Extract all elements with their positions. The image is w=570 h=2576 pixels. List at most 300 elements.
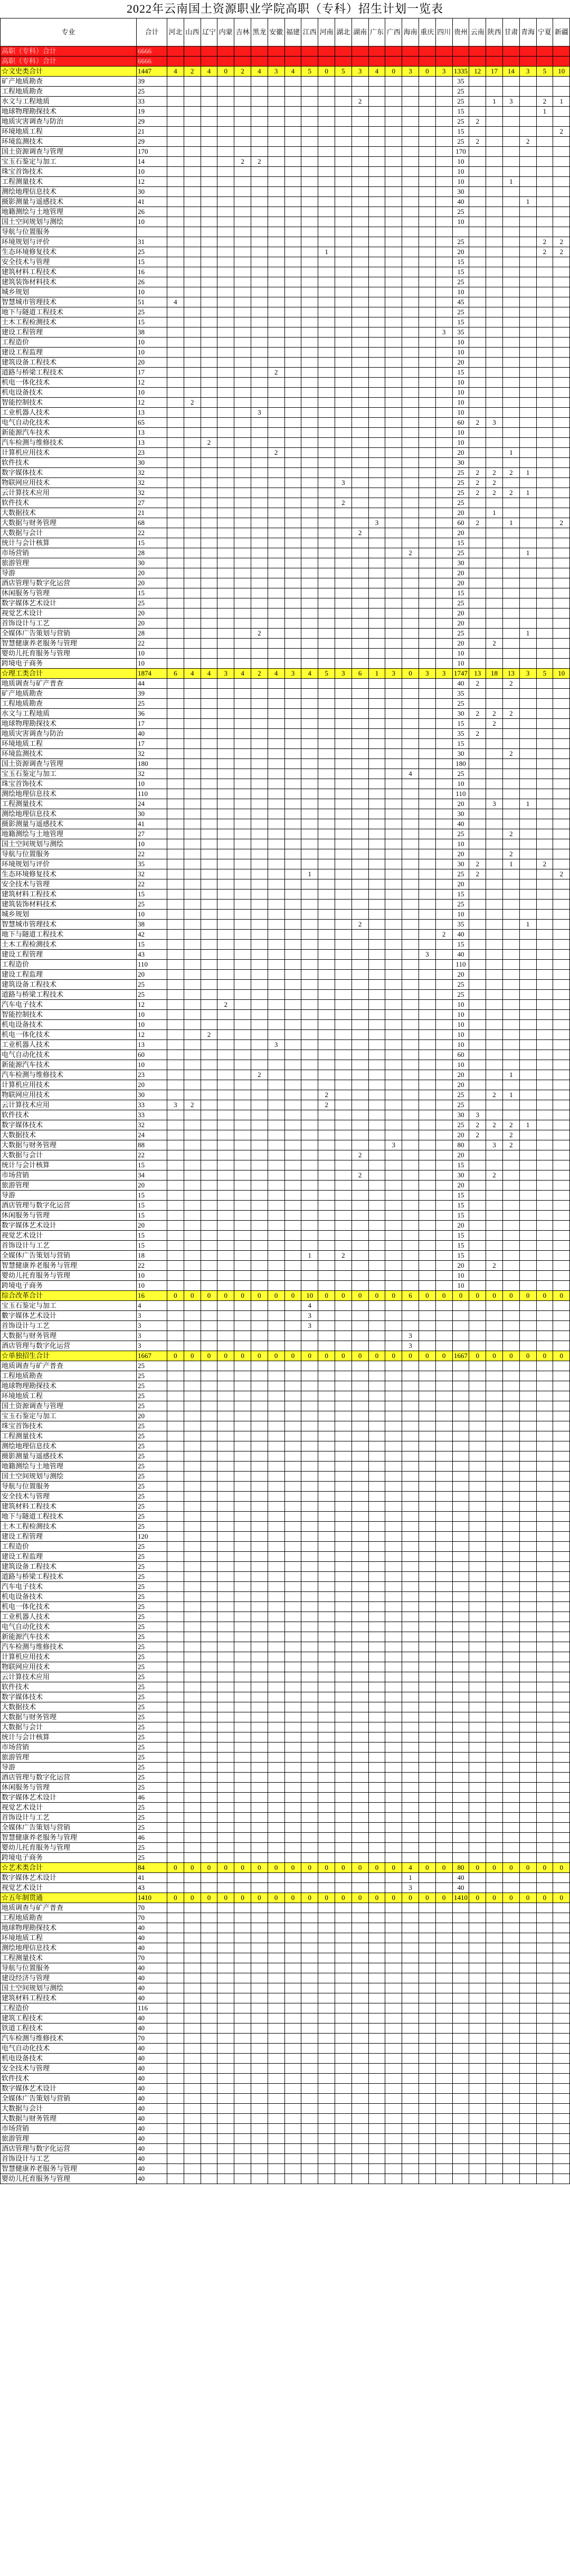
- province-quota-cell: [435, 227, 452, 237]
- province-quota-cell: [486, 1181, 503, 1191]
- province-quota-cell: [519, 177, 536, 187]
- province-quota-cell: [368, 247, 385, 257]
- province-quota-cell: [469, 1773, 486, 1783]
- province-quota-cell: [402, 538, 419, 548]
- province-quota-cell: [402, 378, 419, 388]
- province-quota-cell: [184, 639, 201, 649]
- province-quota-cell: 15: [452, 538, 469, 548]
- province-quota-cell: [234, 809, 251, 819]
- province-quota-cell: [268, 578, 284, 588]
- province-quota-cell: [469, 1361, 486, 1371]
- province-quota-cell: [469, 157, 486, 167]
- province-quota-cell: [368, 1391, 385, 1401]
- province-quota-cell: [335, 358, 352, 368]
- province-quota-cell: [385, 1020, 402, 1030]
- province-quota-cell: [201, 1090, 217, 1100]
- province-quota-cell: 0: [201, 1351, 217, 1361]
- province-quota-cell: [519, 227, 536, 237]
- province-quota-cell: [435, 1130, 452, 1140]
- province-quota-cell: [536, 1632, 553, 1642]
- province-quota-cell: [469, 338, 486, 348]
- province-quota-cell: [335, 1271, 352, 1281]
- province-quota-cell: [352, 1662, 368, 1672]
- table-row: [1, 1753, 570, 1763]
- province-quota-cell: [385, 398, 402, 408]
- table-row: [1, 1150, 570, 1160]
- province-quota-cell: [502, 478, 519, 488]
- total-cell: 20: [137, 619, 167, 629]
- province-quota-cell: [519, 759, 536, 769]
- province-quota-cell: [519, 1191, 536, 1201]
- total-cell: 17: [137, 739, 167, 749]
- province-quota-cell: [335, 1672, 352, 1682]
- province-quota-cell: [385, 1040, 402, 1050]
- province-quota-cell: [469, 1793, 486, 1803]
- province-quota-cell: [268, 488, 284, 498]
- province-quota-cell: [553, 378, 570, 388]
- major-name-cell: 视觉艺术设计: [1, 1803, 137, 1813]
- province-quota-cell: [536, 548, 553, 558]
- province-quota-cell: [435, 1482, 452, 1492]
- province-quota-cell: [519, 1642, 536, 1652]
- province-quota-cell: [553, 277, 570, 287]
- province-quota-cell: [553, 779, 570, 789]
- province-quota-cell: [284, 508, 301, 518]
- province-quota-cell: [402, 1512, 419, 1522]
- province-quota-cell: [419, 819, 435, 829]
- province-quota-cell: [251, 1682, 268, 1692]
- province-quota-cell: [318, 1211, 335, 1221]
- province-quota-cell: 5: [335, 67, 352, 77]
- province-quota-cell: [502, 307, 519, 317]
- province-quota-cell: [419, 297, 435, 307]
- province-quota-cell: [519, 1321, 536, 1331]
- province-quota-cell: [469, 578, 486, 588]
- province-quota-cell: [368, 327, 385, 338]
- province-quota-cell: [184, 1773, 201, 1783]
- province-quota-cell: [268, 1883, 284, 1893]
- province-quota-cell: [519, 1441, 536, 1451]
- major-name-cell: 导游: [1, 568, 137, 578]
- province-quota-cell: [251, 1482, 268, 1492]
- province-quota-cell: [352, 388, 368, 398]
- province-quota-cell: [201, 849, 217, 859]
- province-quota-cell: 15: [452, 1201, 469, 1211]
- province-quota-cell: 2: [469, 1120, 486, 1130]
- province-quota-cell: [402, 879, 419, 889]
- province-quota-cell: [502, 639, 519, 649]
- province-quota-cell: [284, 348, 301, 358]
- province-quota-cell: [201, 578, 217, 588]
- province-quota-cell: [553, 1682, 570, 1692]
- province-quota-cell: [284, 1702, 301, 1712]
- province-quota-cell: [368, 930, 385, 940]
- province-quota-cell: [352, 829, 368, 839]
- province-quota-cell: [419, 1421, 435, 1431]
- province-quota-cell: [469, 398, 486, 408]
- province-quota-cell: [201, 1261, 217, 1271]
- total-cell: 25: [137, 1722, 167, 1732]
- province-quota-cell: 4: [402, 1863, 419, 1873]
- province-quota-cell: [486, 990, 503, 1000]
- province-quota-cell: 1: [301, 1251, 318, 1261]
- province-quota-cell: [402, 729, 419, 739]
- province-quota-cell: [402, 197, 419, 207]
- province-quota-cell: [553, 197, 570, 207]
- province-quota-cell: 0: [435, 1351, 452, 1361]
- province-quota-cell: [335, 1371, 352, 1381]
- province-quota-cell: [419, 940, 435, 950]
- province-quota-cell: [519, 699, 536, 709]
- province-quota-cell: [553, 1552, 570, 1562]
- province-quota-cell: [469, 900, 486, 910]
- province-quota-cell: [519, 1532, 536, 1542]
- province-quota-cell: [385, 197, 402, 207]
- province-quota-cell: [536, 729, 553, 739]
- province-quota-cell: [284, 1221, 301, 1231]
- province-quota-cell: [435, 518, 452, 528]
- province-quota-cell: [352, 1652, 368, 1662]
- province-quota-cell: [201, 117, 217, 127]
- province-quota-cell: [167, 1823, 184, 1833]
- major-name-cell: 高职（专科）合计: [1, 57, 137, 67]
- province-quota-cell: [167, 1251, 184, 1261]
- province-quota-cell: [419, 889, 435, 900]
- province-quota-cell: [419, 1321, 435, 1331]
- province-quota-cell: [184, 1080, 201, 1090]
- province-quota-cell: [201, 448, 217, 458]
- province-quota-cell: [318, 167, 335, 177]
- province-quota-cell: [268, 1211, 284, 1221]
- province-quota-cell: [234, 1642, 251, 1652]
- province-quota-cell: 0: [352, 1351, 368, 1361]
- province-quota-cell: [217, 1140, 234, 1150]
- province-quota-cell: [352, 1361, 368, 1371]
- province-quota-cell: [536, 1201, 553, 1211]
- total-cell: 29: [137, 117, 167, 127]
- major-name-cell: 智能控制技术: [1, 398, 137, 408]
- province-quota-cell: [536, 749, 553, 759]
- table-row: [1, 1612, 570, 1622]
- province-quota-cell: [553, 1743, 570, 1753]
- province-quota-cell: [352, 608, 368, 619]
- province-quota-cell: [368, 1823, 385, 1833]
- province-quota-cell: [268, 408, 284, 418]
- province-quota-cell: [335, 147, 352, 157]
- province-quota-cell: [553, 1712, 570, 1722]
- province-quota-cell: [352, 1221, 368, 1231]
- province-quota-cell: [201, 689, 217, 699]
- province-quota-cell: [268, 538, 284, 548]
- province-quota-cell: 2: [502, 679, 519, 689]
- province-quota-cell: [318, 789, 335, 799]
- province-quota-cell: [184, 1562, 201, 1572]
- province-quota-cell: 3: [419, 950, 435, 960]
- table-row: [1, 1090, 570, 1100]
- province-quota-cell: 3: [402, 67, 419, 77]
- province-quota-cell: [469, 588, 486, 598]
- summary-row: [1, 46, 570, 57]
- province-quota-cell: [167, 1050, 184, 1060]
- province-quota-cell: [502, 498, 519, 508]
- province-quota-cell: [301, 709, 318, 719]
- total-cell: 25: [137, 1622, 167, 1632]
- province-quota-cell: [553, 749, 570, 759]
- province-quota-cell: [469, 779, 486, 789]
- province-quota-cell: [469, 1241, 486, 1251]
- province-quota-cell: [419, 960, 435, 970]
- province-quota-cell: [201, 1502, 217, 1512]
- province-quota-cell: [419, 588, 435, 598]
- province-quota-cell: [301, 327, 318, 338]
- province-quota-cell: [284, 1492, 301, 1502]
- province-quota-cell: [217, 1030, 234, 1040]
- table-row: [1, 1542, 570, 1552]
- province-quota-cell: [335, 1301, 352, 1311]
- province-quota-cell: [301, 1381, 318, 1391]
- province-quota-cell: [536, 207, 553, 217]
- province-quota-cell: [469, 358, 486, 368]
- province-quota-cell: [234, 829, 251, 839]
- province-quota-cell: [419, 689, 435, 699]
- major-name-cell: 旅游管理: [1, 1181, 137, 1191]
- total-cell: 25: [137, 1451, 167, 1462]
- province-quota-cell: [419, 438, 435, 448]
- province-quota-cell: [402, 478, 419, 488]
- province-quota-cell: [318, 920, 335, 930]
- province-quota-cell: [368, 97, 385, 107]
- province-quota-cell: [201, 257, 217, 267]
- province-quota-cell: [284, 1331, 301, 1341]
- province-quota-cell: [318, 1823, 335, 1833]
- table-row: [1, 438, 570, 448]
- province-quota-cell: [502, 1281, 519, 1291]
- province-quota-cell: [268, 719, 284, 729]
- province-quota-cell: [234, 398, 251, 408]
- province-quota-cell: 6: [402, 1291, 419, 1301]
- province-quota-cell: [452, 1783, 469, 1793]
- province-quota-cell: [284, 980, 301, 990]
- total-cell: 25: [137, 1632, 167, 1642]
- province-quota-cell: [301, 588, 318, 598]
- province-quota-cell: [435, 1341, 452, 1351]
- province-quota-cell: [184, 1833, 201, 1843]
- province-quota-cell: [385, 1652, 402, 1662]
- province-quota-cell: [284, 207, 301, 217]
- province-quota-cell: [251, 307, 268, 317]
- province-quota-cell: [536, 1181, 553, 1191]
- province-quota-cell: [486, 1793, 503, 1803]
- province-quota-cell: [318, 1512, 335, 1522]
- province-quota-cell: [502, 1853, 519, 1863]
- province-quota-cell: [368, 1743, 385, 1753]
- major-name-cell: 土木工程检测技术: [1, 1522, 137, 1532]
- table-row: [1, 1793, 570, 1803]
- table-row: [1, 719, 570, 729]
- province-quota-cell: [486, 1502, 503, 1512]
- major-name-cell: 摄影测量与遥感技术: [1, 819, 137, 829]
- province-quota-cell: [201, 629, 217, 639]
- province-quota-cell: [536, 1421, 553, 1431]
- province-quota-cell: [201, 1512, 217, 1522]
- province-quota-cell: [519, 408, 536, 418]
- table-row: [1, 679, 570, 689]
- province-quota-cell: [167, 157, 184, 167]
- province-quota-cell: 3: [335, 478, 352, 488]
- province-quota-cell: [184, 1241, 201, 1251]
- table-row: [1, 217, 570, 227]
- province-quota-cell: [385, 1060, 402, 1070]
- province-quota-cell: [167, 649, 184, 659]
- province-quota-cell: [402, 1803, 419, 1813]
- province-quota-cell: [352, 950, 368, 960]
- province-quota-cell: [284, 107, 301, 117]
- province-quota-cell: [536, 227, 553, 237]
- province-quota-cell: 4: [251, 67, 268, 77]
- province-quota-cell: [419, 1542, 435, 1552]
- province-quota-cell: [469, 327, 486, 338]
- province-quota-cell: [251, 448, 268, 458]
- province-quota-cell: 2: [502, 749, 519, 759]
- province-quota-cell: [368, 1080, 385, 1090]
- province-quota-cell: [184, 1472, 201, 1482]
- province-quota-cell: [385, 287, 402, 297]
- province-quota-cell: [368, 1451, 385, 1462]
- province-quota-cell: [167, 287, 184, 297]
- table-row: [1, 1010, 570, 1020]
- total-cell: 15: [137, 1241, 167, 1251]
- province-quota-cell: [335, 107, 352, 117]
- province-quota-cell: [234, 1110, 251, 1120]
- province-quota-cell: [419, 488, 435, 498]
- province-quota-cell: [536, 1040, 553, 1050]
- province-quota-cell: [519, 1150, 536, 1160]
- province-quota-cell: [536, 1301, 553, 1311]
- province-quota-cell: [167, 1753, 184, 1763]
- province-quota-cell: 20: [452, 799, 469, 809]
- province-quota-cell: [486, 1482, 503, 1492]
- province-quota-cell: [385, 1592, 402, 1602]
- province-quota-cell: [184, 197, 201, 207]
- province-quota-cell: [502, 719, 519, 729]
- province-quota-cell: [385, 809, 402, 819]
- province-quota-cell: [519, 819, 536, 829]
- major-name-cell: 计算机应用技术: [1, 1652, 137, 1662]
- province-quota-cell: [184, 327, 201, 338]
- total-cell: 30: [137, 458, 167, 468]
- province-quota-cell: [452, 1682, 469, 1692]
- province-quota-cell: [352, 1301, 368, 1311]
- province-quota-cell: [519, 1100, 536, 1110]
- province-quota-cell: [553, 819, 570, 829]
- total-cell: 25: [137, 1361, 167, 1371]
- province-quota-cell: [217, 920, 234, 930]
- province-quota-cell: [318, 1010, 335, 1020]
- province-quota-cell: [201, 97, 217, 107]
- province-quota-cell: [469, 1853, 486, 1863]
- province-quota-cell: [184, 1231, 201, 1241]
- province-quota-cell: [251, 1030, 268, 1040]
- province-quota-cell: [435, 1221, 452, 1231]
- province-quota-cell: [335, 608, 352, 619]
- province-quota-cell: [284, 1271, 301, 1281]
- province-quota-cell: [335, 378, 352, 388]
- province-quota-cell: [234, 1361, 251, 1371]
- table-row: [1, 1441, 570, 1451]
- table-row: [1, 809, 570, 819]
- province-quota-cell: [251, 1542, 268, 1552]
- province-quota-cell: 25: [452, 478, 469, 488]
- major-name-cell: 水文与工程地质: [1, 97, 137, 107]
- province-quota-cell: [368, 1341, 385, 1351]
- province-quota-cell: [167, 1150, 184, 1160]
- total-cell: 41: [137, 197, 167, 207]
- province-quota-cell: [201, 970, 217, 980]
- province-quota-cell: [469, 1702, 486, 1712]
- province-quota-cell: [301, 1562, 318, 1572]
- province-quota-cell: [385, 930, 402, 940]
- province-quota-cell: [268, 729, 284, 739]
- province-quota-cell: [385, 1271, 402, 1281]
- province-quota-cell: [251, 1130, 268, 1140]
- province-quota-cell: [352, 1321, 368, 1331]
- province-quota-cell: [352, 1612, 368, 1622]
- province-quota-cell: [435, 1773, 452, 1783]
- province-quota-cell: [486, 1753, 503, 1763]
- province-quota-cell: [419, 1311, 435, 1321]
- province-quota-cell: [201, 1150, 217, 1160]
- province-quota-cell: [385, 87, 402, 97]
- province-quota-cell: [217, 227, 234, 237]
- province-quota-cell: [486, 1602, 503, 1612]
- province-quota-cell: [318, 1411, 335, 1421]
- major-name-cell: 数字媒体技术: [1, 1692, 137, 1702]
- province-quota-cell: [284, 1572, 301, 1582]
- province-quota-cell: [402, 518, 419, 528]
- province-quota-cell: [402, 368, 419, 378]
- province-quota-cell: [234, 1512, 251, 1522]
- province-quota-cell: [486, 950, 503, 960]
- province-quota-cell: [402, 147, 419, 157]
- province-quota-cell: [502, 1512, 519, 1522]
- province-quota-cell: [318, 1050, 335, 1060]
- province-quota-cell: [553, 478, 570, 488]
- major-name-cell: 跨境电子商务: [1, 659, 137, 669]
- province-quota-cell: [268, 1492, 284, 1502]
- province-quota-cell: [419, 1040, 435, 1050]
- province-quota-cell: [167, 568, 184, 578]
- province-quota-cell: [368, 207, 385, 217]
- province-quota-cell: [419, 1522, 435, 1532]
- province-quota-cell: [352, 1311, 368, 1321]
- province-quota-cell: [419, 739, 435, 749]
- province-quota-cell: [268, 1451, 284, 1462]
- province-quota-cell: [553, 1110, 570, 1120]
- province-quota-cell: [217, 398, 234, 408]
- major-name-cell: 跨境电子商务: [1, 1281, 137, 1291]
- province-quota-cell: [368, 408, 385, 418]
- province-quota-cell: [536, 1211, 553, 1221]
- province-quota-cell: [251, 879, 268, 889]
- province-quota-cell: [486, 1231, 503, 1241]
- province-quota-cell: [402, 458, 419, 468]
- province-quota-cell: [368, 1070, 385, 1080]
- province-quota-cell: [402, 689, 419, 699]
- province-quota-cell: [352, 1211, 368, 1221]
- province-quota-cell: 20: [452, 578, 469, 588]
- province-quota-cell: [519, 297, 536, 307]
- province-quota-cell: [318, 1883, 335, 1893]
